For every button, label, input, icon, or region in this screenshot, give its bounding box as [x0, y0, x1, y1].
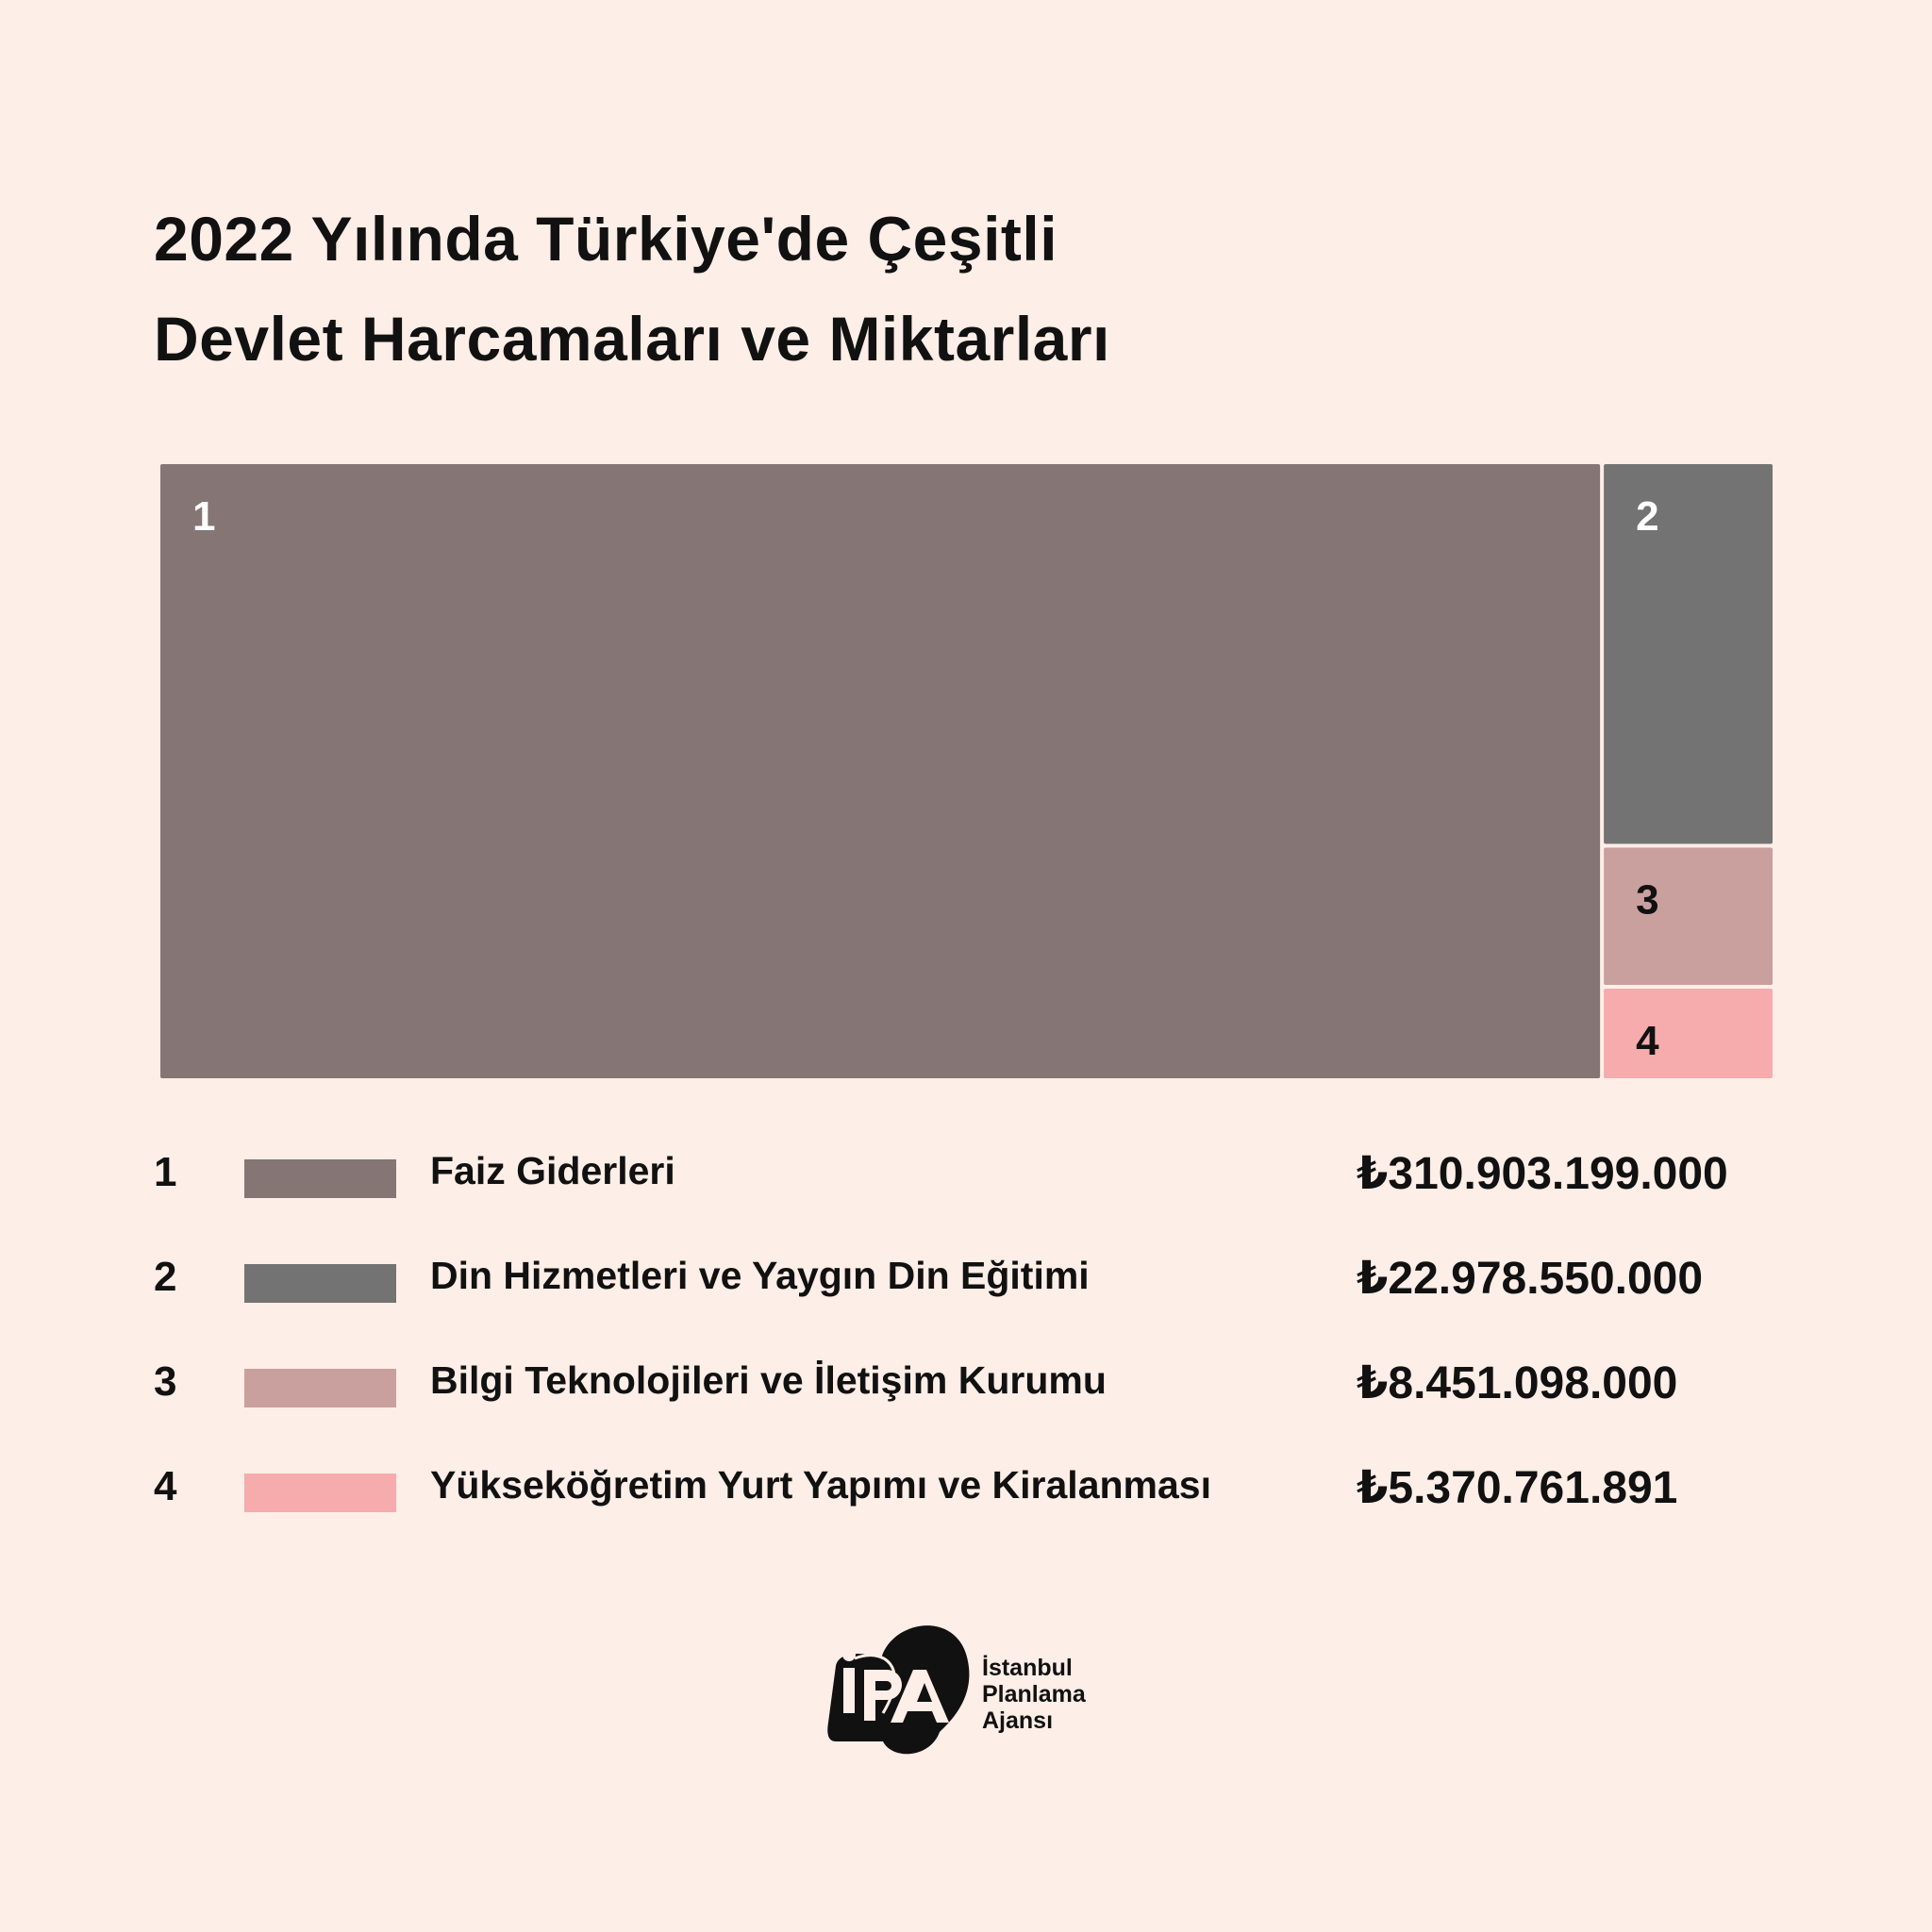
legend-label: Din Hizmetleri ve Yaygın Din Eğitimi: [430, 1254, 1090, 1297]
legend-label: Bilgi Teknolojileri ve İletişim Kurumu: [430, 1358, 1107, 1402]
treemap-rect-2: [1604, 464, 1773, 843]
legend-value: ₺22.978.550.000: [1357, 1254, 1704, 1304]
treemap-rect-1: [160, 464, 1600, 1078]
legend-value: ₺5.370.761.891: [1357, 1463, 1678, 1513]
treemap-label-4: 4: [1636, 1017, 1659, 1064]
chart-title: [154, 189, 1110, 389]
legend-number: 3: [154, 1358, 177, 1405]
brand-line-2: Planlama: [982, 1681, 1086, 1707]
legend-number: 2: [154, 1254, 177, 1300]
legend-row-3: [154, 1341, 1776, 1446]
treemap-cell-2: [1604, 464, 1773, 843]
treemap-label-3: 3: [1636, 876, 1659, 924]
ipa-logo-text: [982, 1655, 1086, 1734]
brand-line-3: Ajansı: [982, 1707, 1054, 1734]
ipa-logo-mark: [826, 1609, 977, 1760]
brand-line-1: İstanbul: [982, 1655, 1073, 1681]
legend: [154, 1132, 1776, 1551]
ipa-logo: [826, 1609, 1128, 1760]
legend-value: ₺8.451.098.000: [1357, 1358, 1678, 1408]
legend-row-4: [154, 1446, 1776, 1551]
treemap-rect-3: [1604, 847, 1773, 985]
legend-number: 1: [154, 1149, 177, 1195]
chart-title-line-2: Devlet Harcamaları ve Miktarları: [154, 304, 1110, 374]
legend-value: ₺310.903.199.000: [1357, 1149, 1728, 1199]
legend-label: Yükseköğretim Yurt Yapımı ve Kiralanması: [430, 1463, 1211, 1507]
treemap: [160, 464, 1773, 1078]
treemap-label-1: 1: [192, 493, 216, 540]
treemap-cell-3: [1604, 847, 1773, 985]
treemap-cell-1: [160, 464, 1600, 1078]
treemap-svg: [160, 464, 1773, 1078]
legend-number: 4: [154, 1463, 177, 1509]
legend-label: Faiz Giderleri: [430, 1149, 675, 1192]
legend-row-1: [154, 1132, 1776, 1237]
treemap-rect-4: [1604, 989, 1773, 1078]
legend-swatch: [244, 1264, 396, 1303]
legend-swatch: [244, 1159, 396, 1198]
legend-row-2: [154, 1237, 1776, 1341]
chart-title-line-1: 2022 Yılında Türkiye'de Çeşitli: [154, 204, 1058, 274]
treemap-cell-4: [1604, 989, 1773, 1078]
legend-swatch: [244, 1474, 396, 1512]
legend-swatch: [244, 1369, 396, 1407]
treemap-label-2: 2: [1636, 493, 1659, 540]
